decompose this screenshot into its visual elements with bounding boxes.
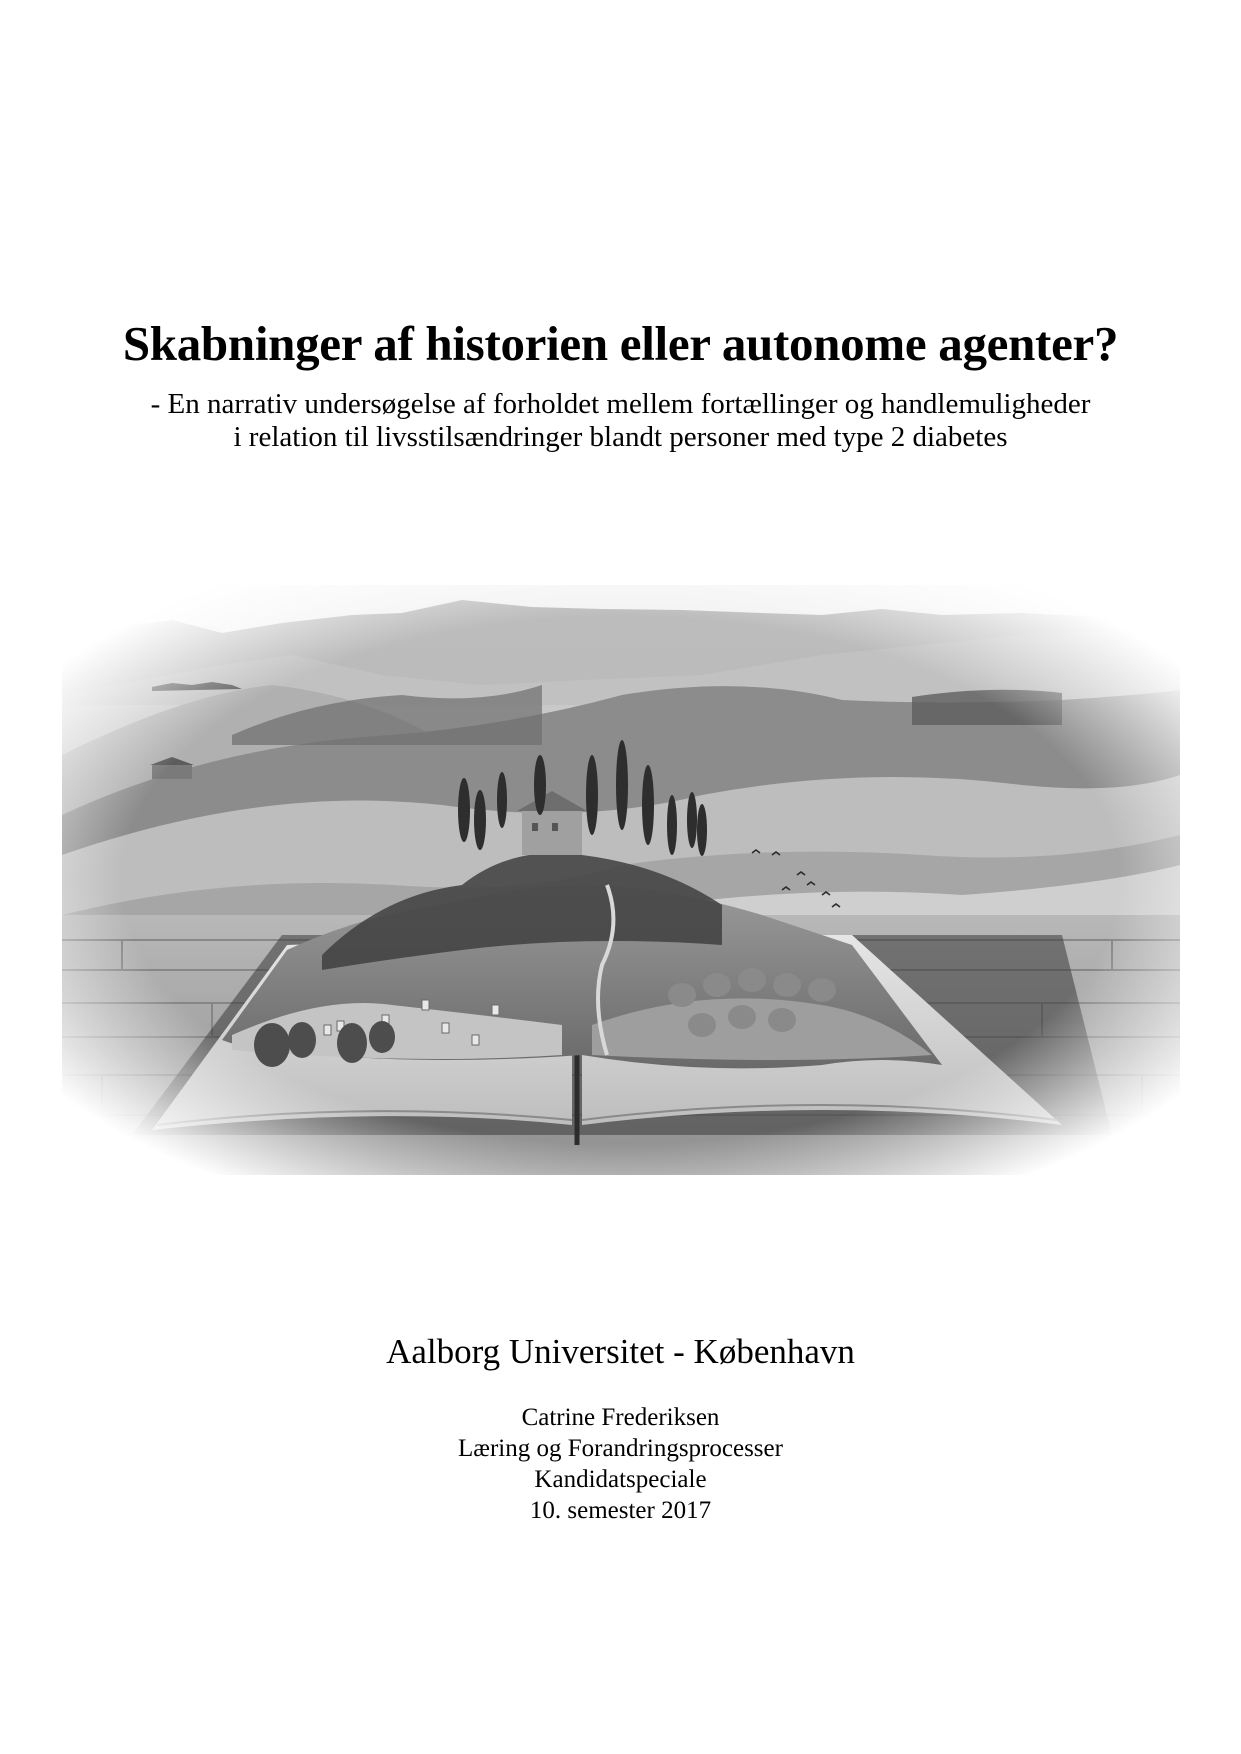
thesis-type: Kandidatspeciale — [534, 1466, 707, 1493]
thesis-title: Skabninger af historien eller autonome agenter? — [122, 316, 1119, 371]
author-name: Catrine Frederiksen — [521, 1404, 720, 1431]
institution: Aalborg Universitet - København — [386, 1332, 855, 1371]
thesis-details — [0, 1402, 1241, 1526]
thesis-subtitle — [0, 388, 1241, 454]
subtitle-line-1: - En narrativ undersøgelse af forholdet mellem fortællinger og handlemuligheder — [150, 388, 1091, 420]
cover-illustration — [62, 585, 1180, 1175]
study-programme: Læring og Forandringsprocesser — [458, 1435, 783, 1462]
semester-year: 10. semester 2017 — [529, 1497, 712, 1524]
subtitle-line-2: i relation til livsstilsændringer blandt personer med type 2 diabetes — [233, 421, 1008, 453]
open-book-landscape-icon — [62, 585, 1180, 1175]
